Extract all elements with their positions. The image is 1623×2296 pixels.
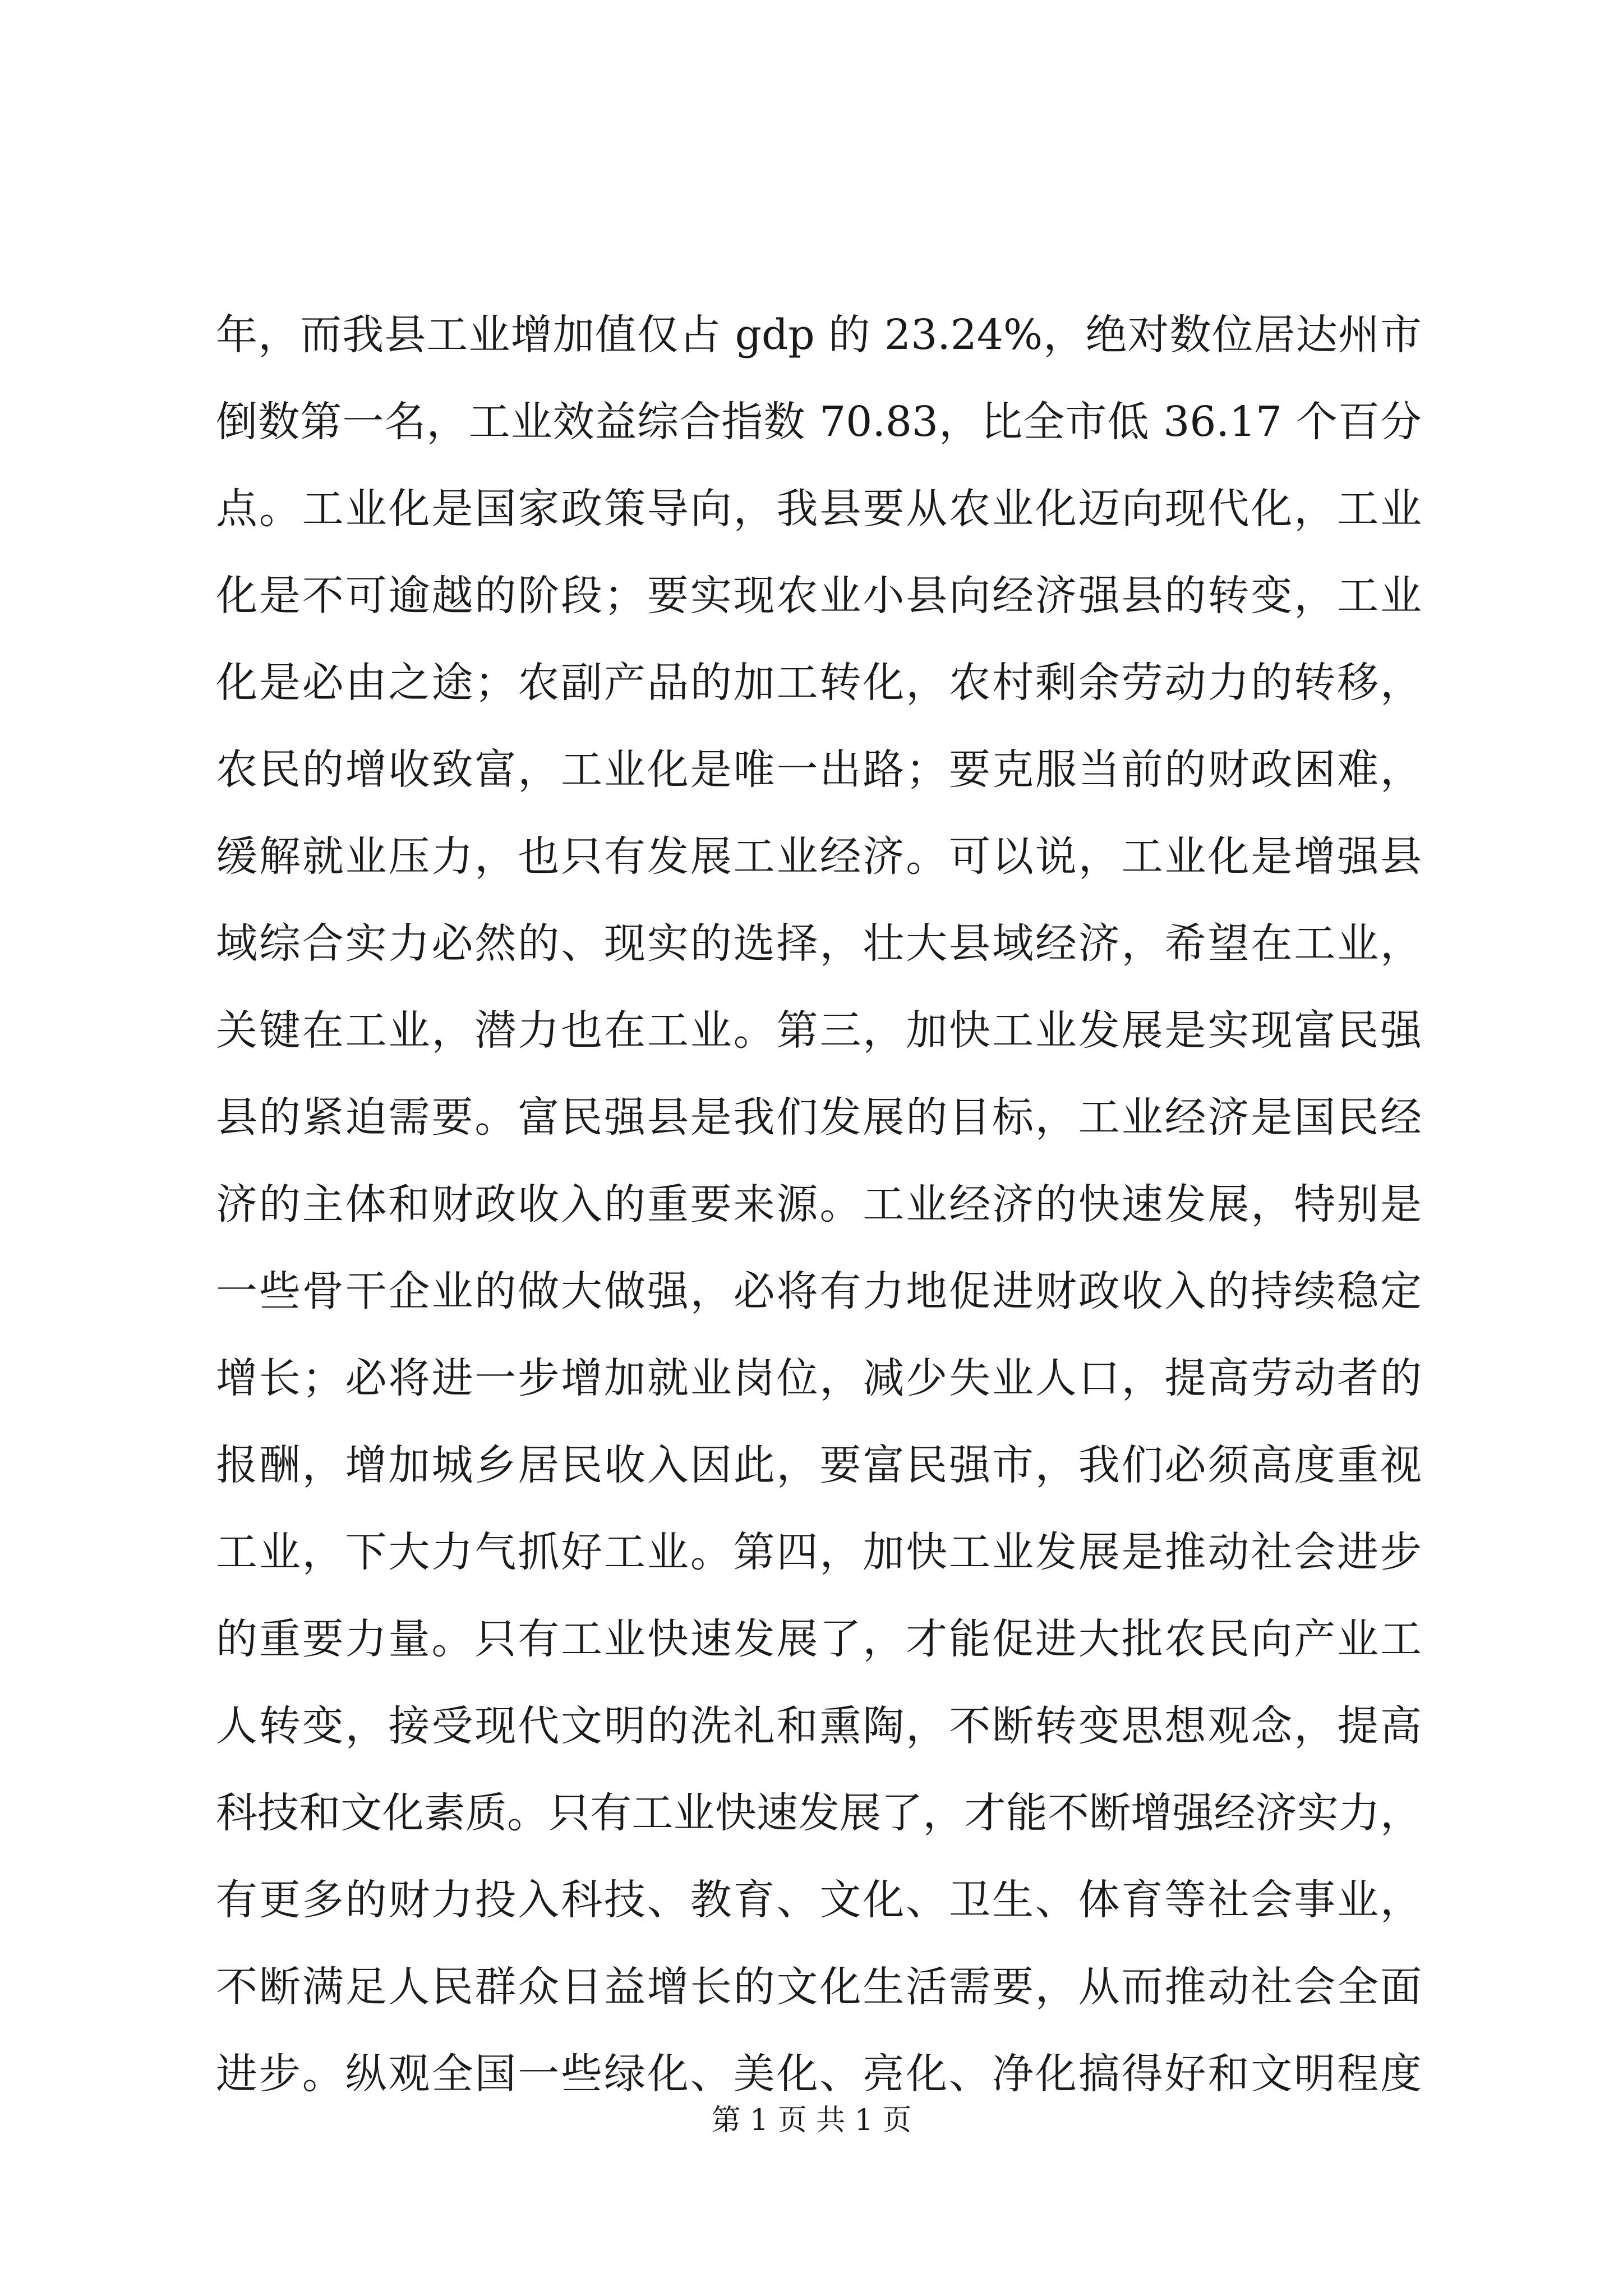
text-line: 农民的增收致富，工业化是唯一出路；要克服当前的财政困难， xyxy=(216,746,1422,794)
text-line: 缓解就业压力，也只有发展工业经济。可以说，工业化是增强县 xyxy=(216,832,1422,881)
text-line: 域综合实力必然的、现实的选择，壮大县域经济，希望在工业， xyxy=(216,919,1422,968)
text-line: 工业，下大力气抓好工业。第四，加快工业发展是推动社会进步 xyxy=(216,1528,1422,1576)
text-line: 济的主体和财政收入的重要来源。工业经济的快速发展，特别是 xyxy=(216,1180,1422,1228)
text-line: 一些骨干企业的做大做强，必将有力地促进财政收入的持续稳定 xyxy=(216,1267,1422,1315)
text-line: 增长；必将进一步增加就业岗位，减少失业人口，提高劳动者的 xyxy=(216,1354,1422,1402)
body-paragraph xyxy=(216,292,1422,2118)
page-footer xyxy=(0,2101,1623,2140)
text-line: 化是不可逾越的阶段；要实现农业小县向经济强县的转变，工业 xyxy=(216,572,1422,620)
text-line: 点。工业化是国家政策导向，我县要从农业化迈向现代化，工业 xyxy=(216,485,1422,533)
text-line: 不断满足人民群众日益增长的文化生活需要，从而推动社会全面 xyxy=(216,1963,1422,2011)
text-line: 的重要力量。只有工业快速发展了，才能促进大批农民向产业工 xyxy=(216,1615,1422,1663)
text-line: 关键在工业，潜力也在工业。第三，加快工业发展是实现富民强 xyxy=(216,1006,1422,1055)
text-line: 报酬，增加城乡居民收入因此，要富民强市，我们必须高度重视 xyxy=(216,1441,1422,1489)
page-number-label: 第 1 页 共 1 页 xyxy=(711,2104,912,2137)
text-line: 进步。纵观全国一些绿化、美化、亮化、净化搞得好和文明程度 xyxy=(216,2050,1422,2098)
text-line: 科技和文化素质。只有工业快速发展了，才能不断增强经济实力， xyxy=(216,1789,1422,1837)
text-line: 年，而我县工业增加值仅占 gdp 的 23.24%，绝对数位居达州市 xyxy=(216,311,1422,359)
text-line: 倒数第一名，工业效益综合指数 70.83，比全市低 36.17 个百分 xyxy=(216,398,1422,446)
text-line: 有更多的财力投入科技、教育、文化、卫生、体育等社会事业， xyxy=(216,1876,1422,1924)
text-line: 化是必由之途；农副产品的加工转化，农村剩余劳动力的转移， xyxy=(216,659,1422,707)
text-line: 县的紧迫需要。富民强县是我们发展的目标，工业经济是国民经 xyxy=(216,1093,1422,1142)
text-line: 人转变，接受现代文明的洗礼和熏陶，不断转变思想观念，提高 xyxy=(216,1702,1422,1750)
